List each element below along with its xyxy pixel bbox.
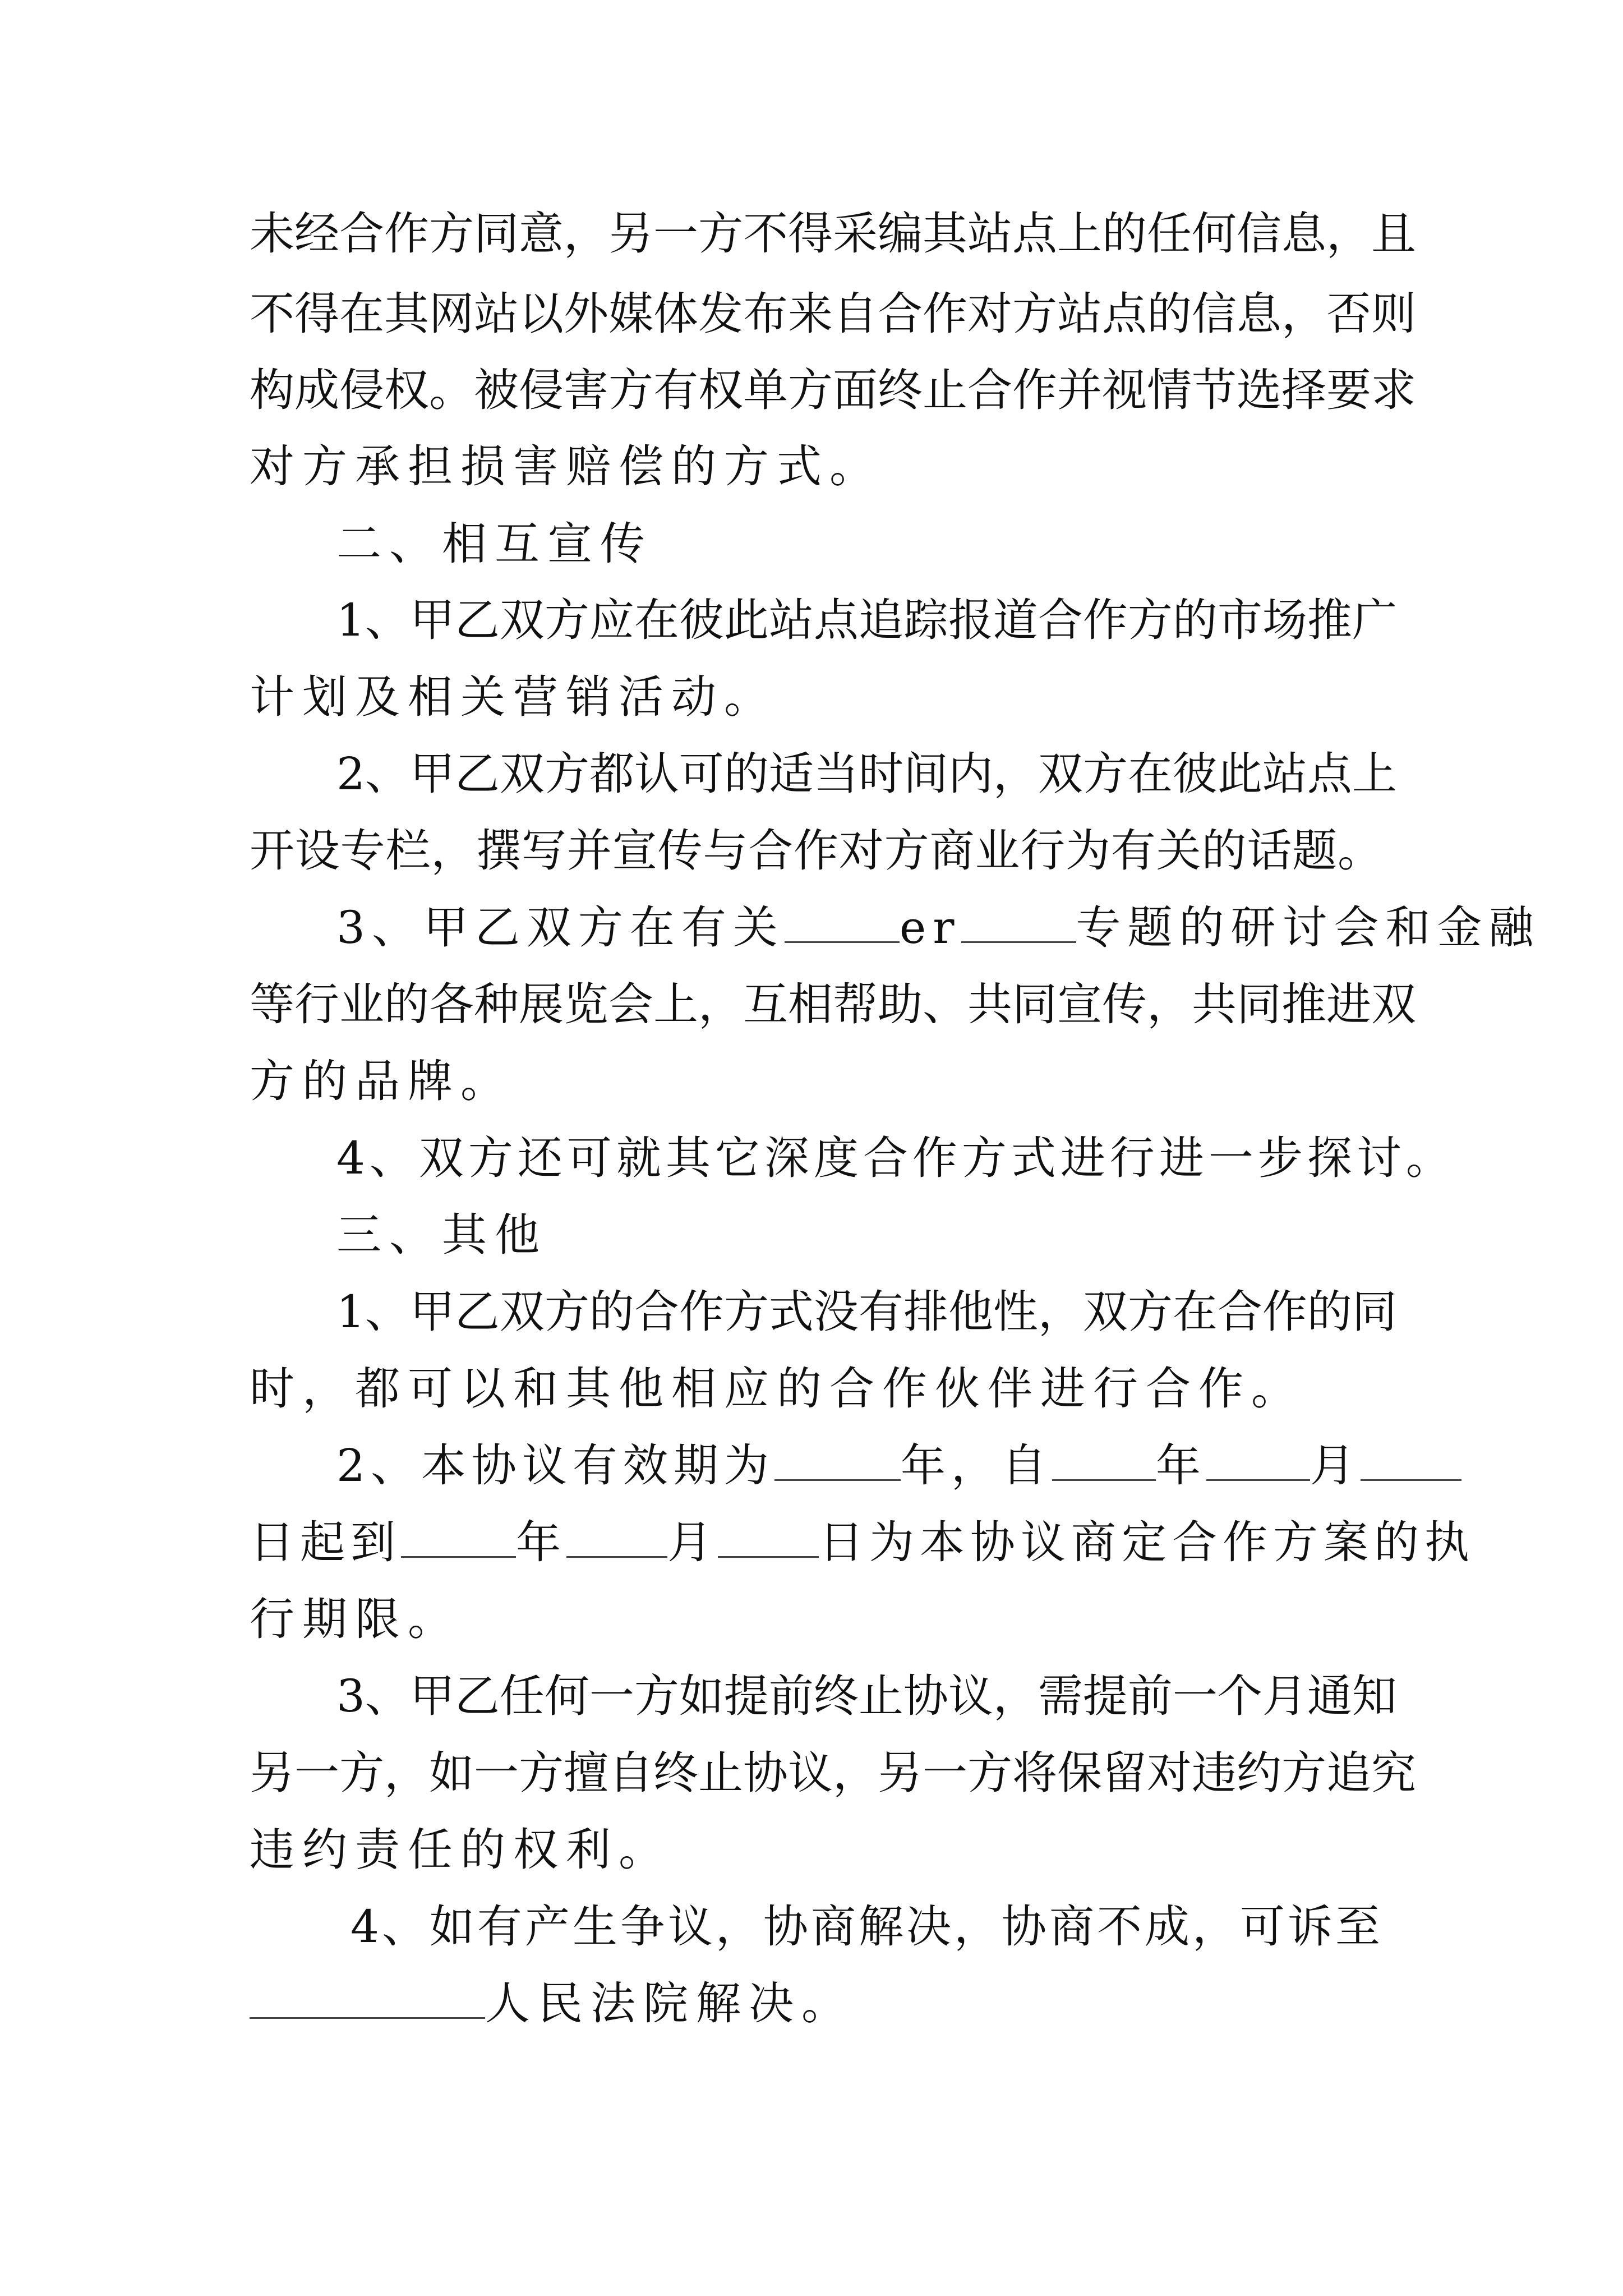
body-text-line: 等行业的各种展览会上，互相帮助、共同宣传，共同推进双 <box>250 978 1416 1030</box>
body-text-line: 3、甲乙任何一方如提前终止协议，需提前一个月通知 <box>336 1670 1397 1722</box>
fill-blank[interactable] <box>961 900 1076 943</box>
fill-blank[interactable] <box>566 1515 667 1558</box>
body-text-line: 时，都可以和其他相应的合作伙伴进行合作。 <box>250 1363 1304 1415</box>
text-segment: 月 <box>1310 1439 1361 1492</box>
text-segment: 日起到 <box>250 1516 401 1568</box>
body-text-line <box>336 894 1541 961</box>
fill-blank[interactable] <box>774 1438 901 1481</box>
body-text-line: 计划及相关营销活动。 <box>250 671 777 723</box>
text-segment: 专题的研讨会和金融 <box>1076 901 1541 954</box>
body-text-line: 1、甲乙双方应在彼此站点追踪报道合作方的市场推广 <box>336 594 1397 646</box>
body-text-line: 开设专栏，撰写并宣传与合作对方商业行为有关的话题。 <box>250 825 1382 877</box>
text-segment: 人民法院解决。 <box>485 1977 854 2030</box>
text-segment: 年 <box>516 1516 566 1568</box>
text-segment: 日为本协议商定合作方案的执 <box>819 1516 1475 1568</box>
body-text-line: 2、甲乙双方都认可的适当时间内，双方在彼此站点上 <box>336 748 1397 800</box>
fill-blank[interactable] <box>718 1515 819 1558</box>
text-segment: 月 <box>667 1516 718 1568</box>
body-text-line: 对方承担损害赔偿的方式。 <box>250 440 882 493</box>
text-segment: 年，自 <box>900 1439 1052 1492</box>
fill-blank[interactable] <box>250 1976 485 2019</box>
body-text-line <box>250 1970 1382 2037</box>
fill-blank[interactable] <box>401 1515 516 1558</box>
body-text-line: 行期限。 <box>250 1593 460 1645</box>
body-text-line: 违约责任的权利。 <box>250 1824 671 1876</box>
body-text-line: 另一方，如一方擅自终止协议，另一方将保留对违约方追究 <box>250 1747 1416 1799</box>
body-text-line: 4、如有产生争议，协商解决，协商不成，可诉至 <box>351 1901 1382 1953</box>
body-text-line <box>336 1432 1382 1499</box>
body-text-line: 1、甲乙双方的合作方式没有排他性，双方在合作的同 <box>336 1286 1397 1338</box>
fill-blank[interactable] <box>1206 1438 1310 1481</box>
body-text-line: 方的品牌。 <box>250 1055 513 1107</box>
body-text-line <box>250 1509 1475 1576</box>
text-segment: 3、甲乙双方在有关 <box>336 901 785 954</box>
section-heading: 二、相互宣传 <box>336 518 653 570</box>
section-heading: 三、其他 <box>336 1209 547 1261</box>
body-text-line: 未经合作方同意，另一方不得采编其站点上的任何信息，且 <box>250 208 1416 260</box>
fill-blank[interactable] <box>1361 1438 1461 1481</box>
body-text-line: 不得在其网站以外媒体发布来自合作对方站点的信息，否则 <box>250 288 1416 340</box>
fill-blank[interactable] <box>785 900 900 943</box>
text-segment: 2、本协议有效期为 <box>336 1439 774 1492</box>
body-text-line: 4、双方还可就其它深度合作方式进行进一步探讨。 <box>336 1132 1455 1184</box>
body-text-line: 构成侵权。被侵害方有权单方面终止合作并视情节选择要求 <box>250 364 1416 416</box>
fill-blank[interactable] <box>1052 1438 1156 1481</box>
text-segment: er <box>899 901 961 954</box>
text-segment: 年 <box>1155 1439 1206 1492</box>
